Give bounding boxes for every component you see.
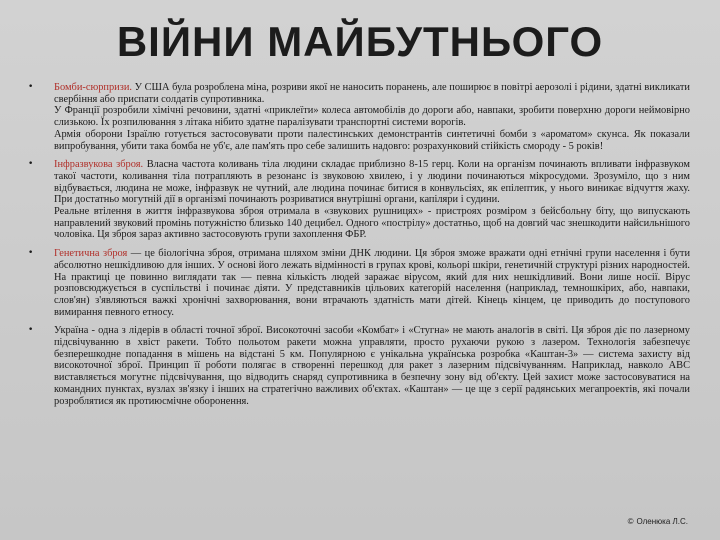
item-lead: Україна - одна з лідерів в області точної зброї. Високоточні засоби «Комбат» і «Стугна» не мають аналогів в світі. Ця зброя діє по лазерному підсвічуванню в хвіст ракети. Тобто польотом ракети можна управляти, просто рухаючи рукою з лазером. Технологія забезпечує безперешкодне попадання в мішень на відстані 5 км. Популярною є унікальна українська розробка «Каштан-3» — система захисту від високоточної зброї. Принцип її роботи полягає в створенні перешкод для ракет з лазерним підсвічуванням. Наприклад, навколо АВС виставляється могутнє підсвічування, що відводить снаряд супротивника в безпечну зону від об'єкту. Цей захист може застосовуватися на командних пунктах, вузлах зв'язку і інших на стратегічно важливих об'єктах. «Каштан» — це ще з серії радянських мегапроектів, які почали розроблятися як протиюсмічне оборонення. <box>54 325 690 407</box>
bullet-icon: • <box>28 82 34 92</box>
item-highlight: Бомби-сюрпризи. <box>54 82 132 93</box>
item-paragraph: Реальне втілення в життя інфразвукова зброя отримала в «звукових рушницях» - пристроях розміром з бейсбольну біту, що випускають направлений звуковий промінь потужністю близько 140 децибел. Одного «пострілу» достатньо, щоб на довгий час знешкодити найсильнішого чоловіка. Ця зброя зараз активно застосовують групи захоплення ФБР. <box>54 206 690 241</box>
copyright-icon: © <box>627 517 634 526</box>
item-lead: Власна частота коливань тіла людини складає приблизно 8-15 герц. Коли на організм починають впливати інфразвуком такої частоти, коливання тіла потрапляють в резонанс із звуковою хвилею, і у людини починаються мікросудоми. Зрозуміло, що з ним відбувається, людина не може, інфразвук не чутний, але людина починає битися в конвульсіях, як епілептик, у нього виникає відчуття жаху. При достатньо могутній дії в організмі починають розриватися внутрішні органи, капіляри і судини. <box>54 159 690 206</box>
item-lead: У США була розроблена міна, розриви якої не наносить поранень, але поширює в повітрі аерозолі і рідини, здатні викликати свербіння або приспати солдатів супротивника. <box>54 82 690 105</box>
bullet-icon: • <box>28 159 34 170</box>
footer-author: Оленюка Л.С. <box>636 517 688 526</box>
bullet-icon: • <box>28 248 34 259</box>
bullet-item-bombs <box>28 82 690 152</box>
item-paragraph: У Франції розробили хімічні речовини, здатні «приклеїти» колеса автомобілів до дороги або, навпаки, зробити поверхню дороги неймовірно слизькою. Їх розпилювання з літака нібито здатне паралізувати транспортні системи ворогів. <box>54 105 690 129</box>
footer-credit <box>628 517 688 526</box>
item-lead: — це біологічна зброя, отримана шляхом зміни ДНК людини. Ця зброя зможе вражати одні етнічні групи населення і бути абсолютно нешкідливою для інших. У основі його лежать відмінності в групах крові, кольорі шкіри, генетичній структурі різних народностей. На практиці це повинно виглядати так — певна кількість людей заражає вірусом, який для них нешкідливий. Вони лише носії. Вірус розповсюджується в суспільстві і починає діяти. У представників цільових категорій населення (наприклад, темношкірих, або, навпаки, слов'ян) з'являються важкі хронічні захворювання, вони втрачають здатність мати дітей. Кінець кінцем, це приводить до поступового вимирання певного етносу. <box>54 248 690 318</box>
item-paragraph: Армія оборони Ізраїлю готується застосовувати проти палестинських демонстрантів синтетичні бомби з «ароматом» скунса. Як показали випробування, убити така бомба не уб'є, але пам'ять про себе залишить надовго: розрахунковий стійкість смороду - 5 років! <box>54 128 690 152</box>
bullet-icon: • <box>28 325 34 336</box>
slide-body <box>28 82 690 414</box>
item-highlight: Інфразвукова зброя. <box>54 159 144 171</box>
bullet-item-genetic <box>28 248 690 318</box>
slide-title: ВІЙНИ МАЙБУТНЬОГО <box>116 18 604 65</box>
bullet-item-infrasound <box>28 159 690 241</box>
item-highlight: Генетична зброя <box>54 248 128 260</box>
bullet-item-ukraine <box>28 325 690 407</box>
